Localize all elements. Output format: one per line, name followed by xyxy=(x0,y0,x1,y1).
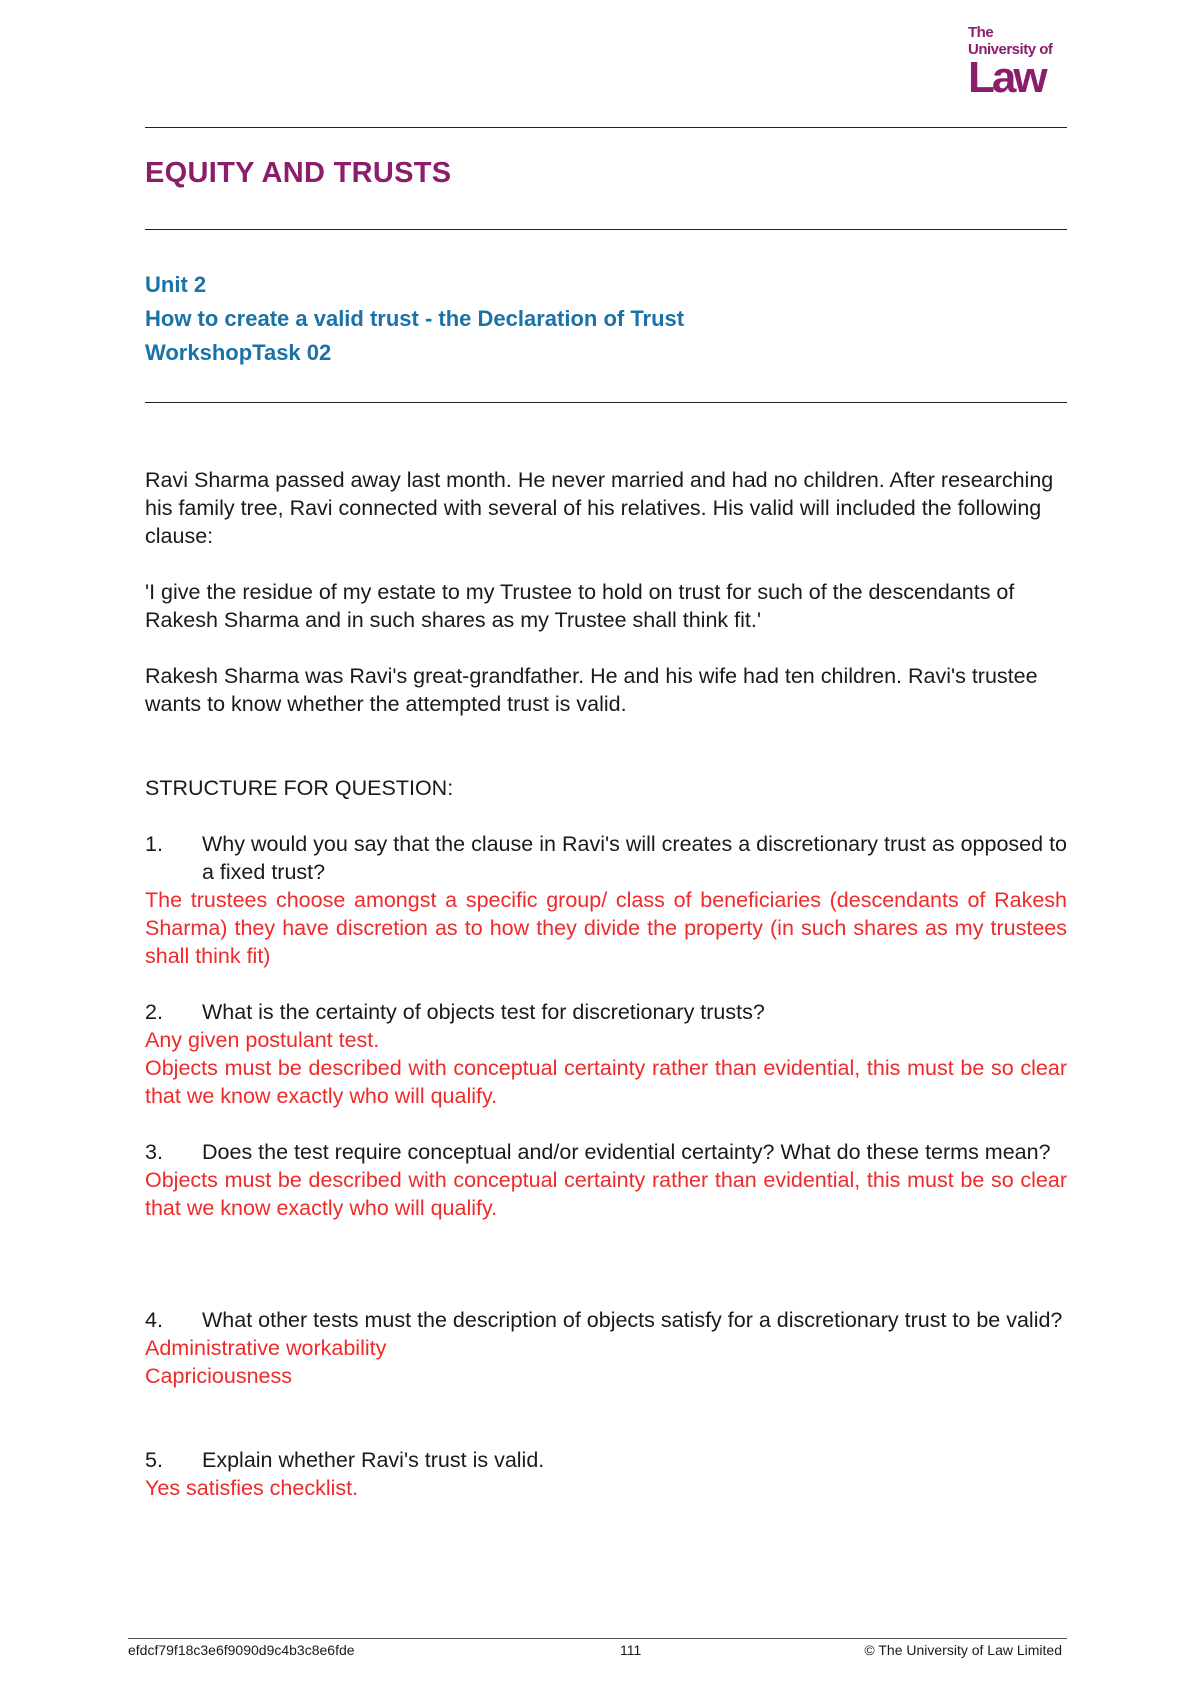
question-line xyxy=(145,1446,1067,1474)
task-label: WorkshopTask 02 xyxy=(145,340,332,365)
answer-text: The trustees choose amongst a specific group/ class of beneficiaries (descendants of Rakesh Sharma) they have discretion as to how they divide the property (in such shares as my trustees shall think fit) xyxy=(145,888,1067,968)
structure-heading-block xyxy=(145,774,1067,802)
question-number: 3. xyxy=(145,1140,163,1164)
answer-text: Any given postulant test. xyxy=(145,1028,380,1052)
question-number: 4. xyxy=(145,1308,163,1332)
question-text: Explain whether Ravi's trust is valid. xyxy=(202,1448,545,1472)
intro-text: Rakesh Sharma was Ravi's great-grandfather. He and his wife had ten children. Ravi's trustee wants to know whether the attempted trust is valid. xyxy=(145,664,1038,716)
logo-line-3: Law xyxy=(968,53,1045,102)
question-line xyxy=(145,1138,1067,1166)
answer-text: Yes satisfies checklist. xyxy=(145,1476,359,1500)
unit-label: Unit 2 xyxy=(145,272,207,297)
footer-divider xyxy=(128,1638,1067,1639)
intro-paragraph-2 xyxy=(145,578,1067,634)
question-2 xyxy=(145,998,1067,1110)
intro-paragraph-1 xyxy=(145,466,1067,550)
answer-text: Objects must be described with conceptual certainty rather than evidential, this must be so clear that we know exactly who will qualify. xyxy=(145,1168,1067,1220)
footer-page-number: 111 xyxy=(620,1642,642,1658)
logo-line-1: The xyxy=(968,24,994,41)
question-text: Does the test require conceptual and/or evidential certainty? What do these terms mean? xyxy=(202,1140,1051,1164)
question-1 xyxy=(145,830,1067,970)
question-text: What is the certainty of objects test for discretionary trusts? xyxy=(202,1000,765,1024)
footer-copyright: © The University of Law Limited xyxy=(864,1642,1062,1658)
question-number: 5. xyxy=(145,1448,163,1472)
question-number: 2. xyxy=(145,1000,163,1024)
will-clause-quote: 'I give the residue of my estate to my Trustee to hold on trust for such of the descendants of Rakesh Sharma and in such shares as my Trustee shall think fit.' xyxy=(145,580,1015,632)
intro-text: Ravi Sharma passed away last month. He never married and had no children. After researching his family tree, Ravi connected with several of his relatives. His valid will included the following clause: xyxy=(145,468,1054,548)
university-logo xyxy=(968,24,1068,104)
header-divider-middle xyxy=(145,229,1067,230)
question-line xyxy=(145,1306,1067,1334)
header-divider-top xyxy=(145,127,1067,128)
question-4 xyxy=(145,1306,1067,1390)
document-subtitle: How to create a valid trust - the Declaration of Trust xyxy=(145,306,685,331)
logo-line-2: University of xyxy=(968,41,1053,58)
document-title: EQUITY AND TRUSTS xyxy=(145,157,452,189)
question-3 xyxy=(145,1138,1067,1222)
question-5 xyxy=(145,1446,1067,1502)
question-text: What other tests must the description of objects satisfy for a discretionary trust to be valid? xyxy=(202,1308,1063,1332)
footer-document-id: efdcf79f18c3e6f9090d9c4b3c8e6fde xyxy=(128,1642,355,1658)
answer-text: Administrative workability xyxy=(145,1336,387,1360)
question-line xyxy=(145,830,1067,886)
question-line xyxy=(145,998,1067,1026)
structure-heading: STRUCTURE FOR QUESTION: xyxy=(145,776,454,800)
answer-text: Objects must be described with conceptual certainty rather than evidential, this must be so clear that we know exactly who will qualify. xyxy=(145,1056,1067,1108)
answer-text: Capriciousness xyxy=(145,1364,292,1388)
intro-paragraph-3 xyxy=(145,662,1067,718)
question-number: 1. xyxy=(145,832,163,856)
header-divider-bottom xyxy=(145,402,1067,403)
question-text: Why would you say that the clause in Ravi's will creates a discretionary trust as opposed to a fixed trust? xyxy=(202,832,1067,884)
